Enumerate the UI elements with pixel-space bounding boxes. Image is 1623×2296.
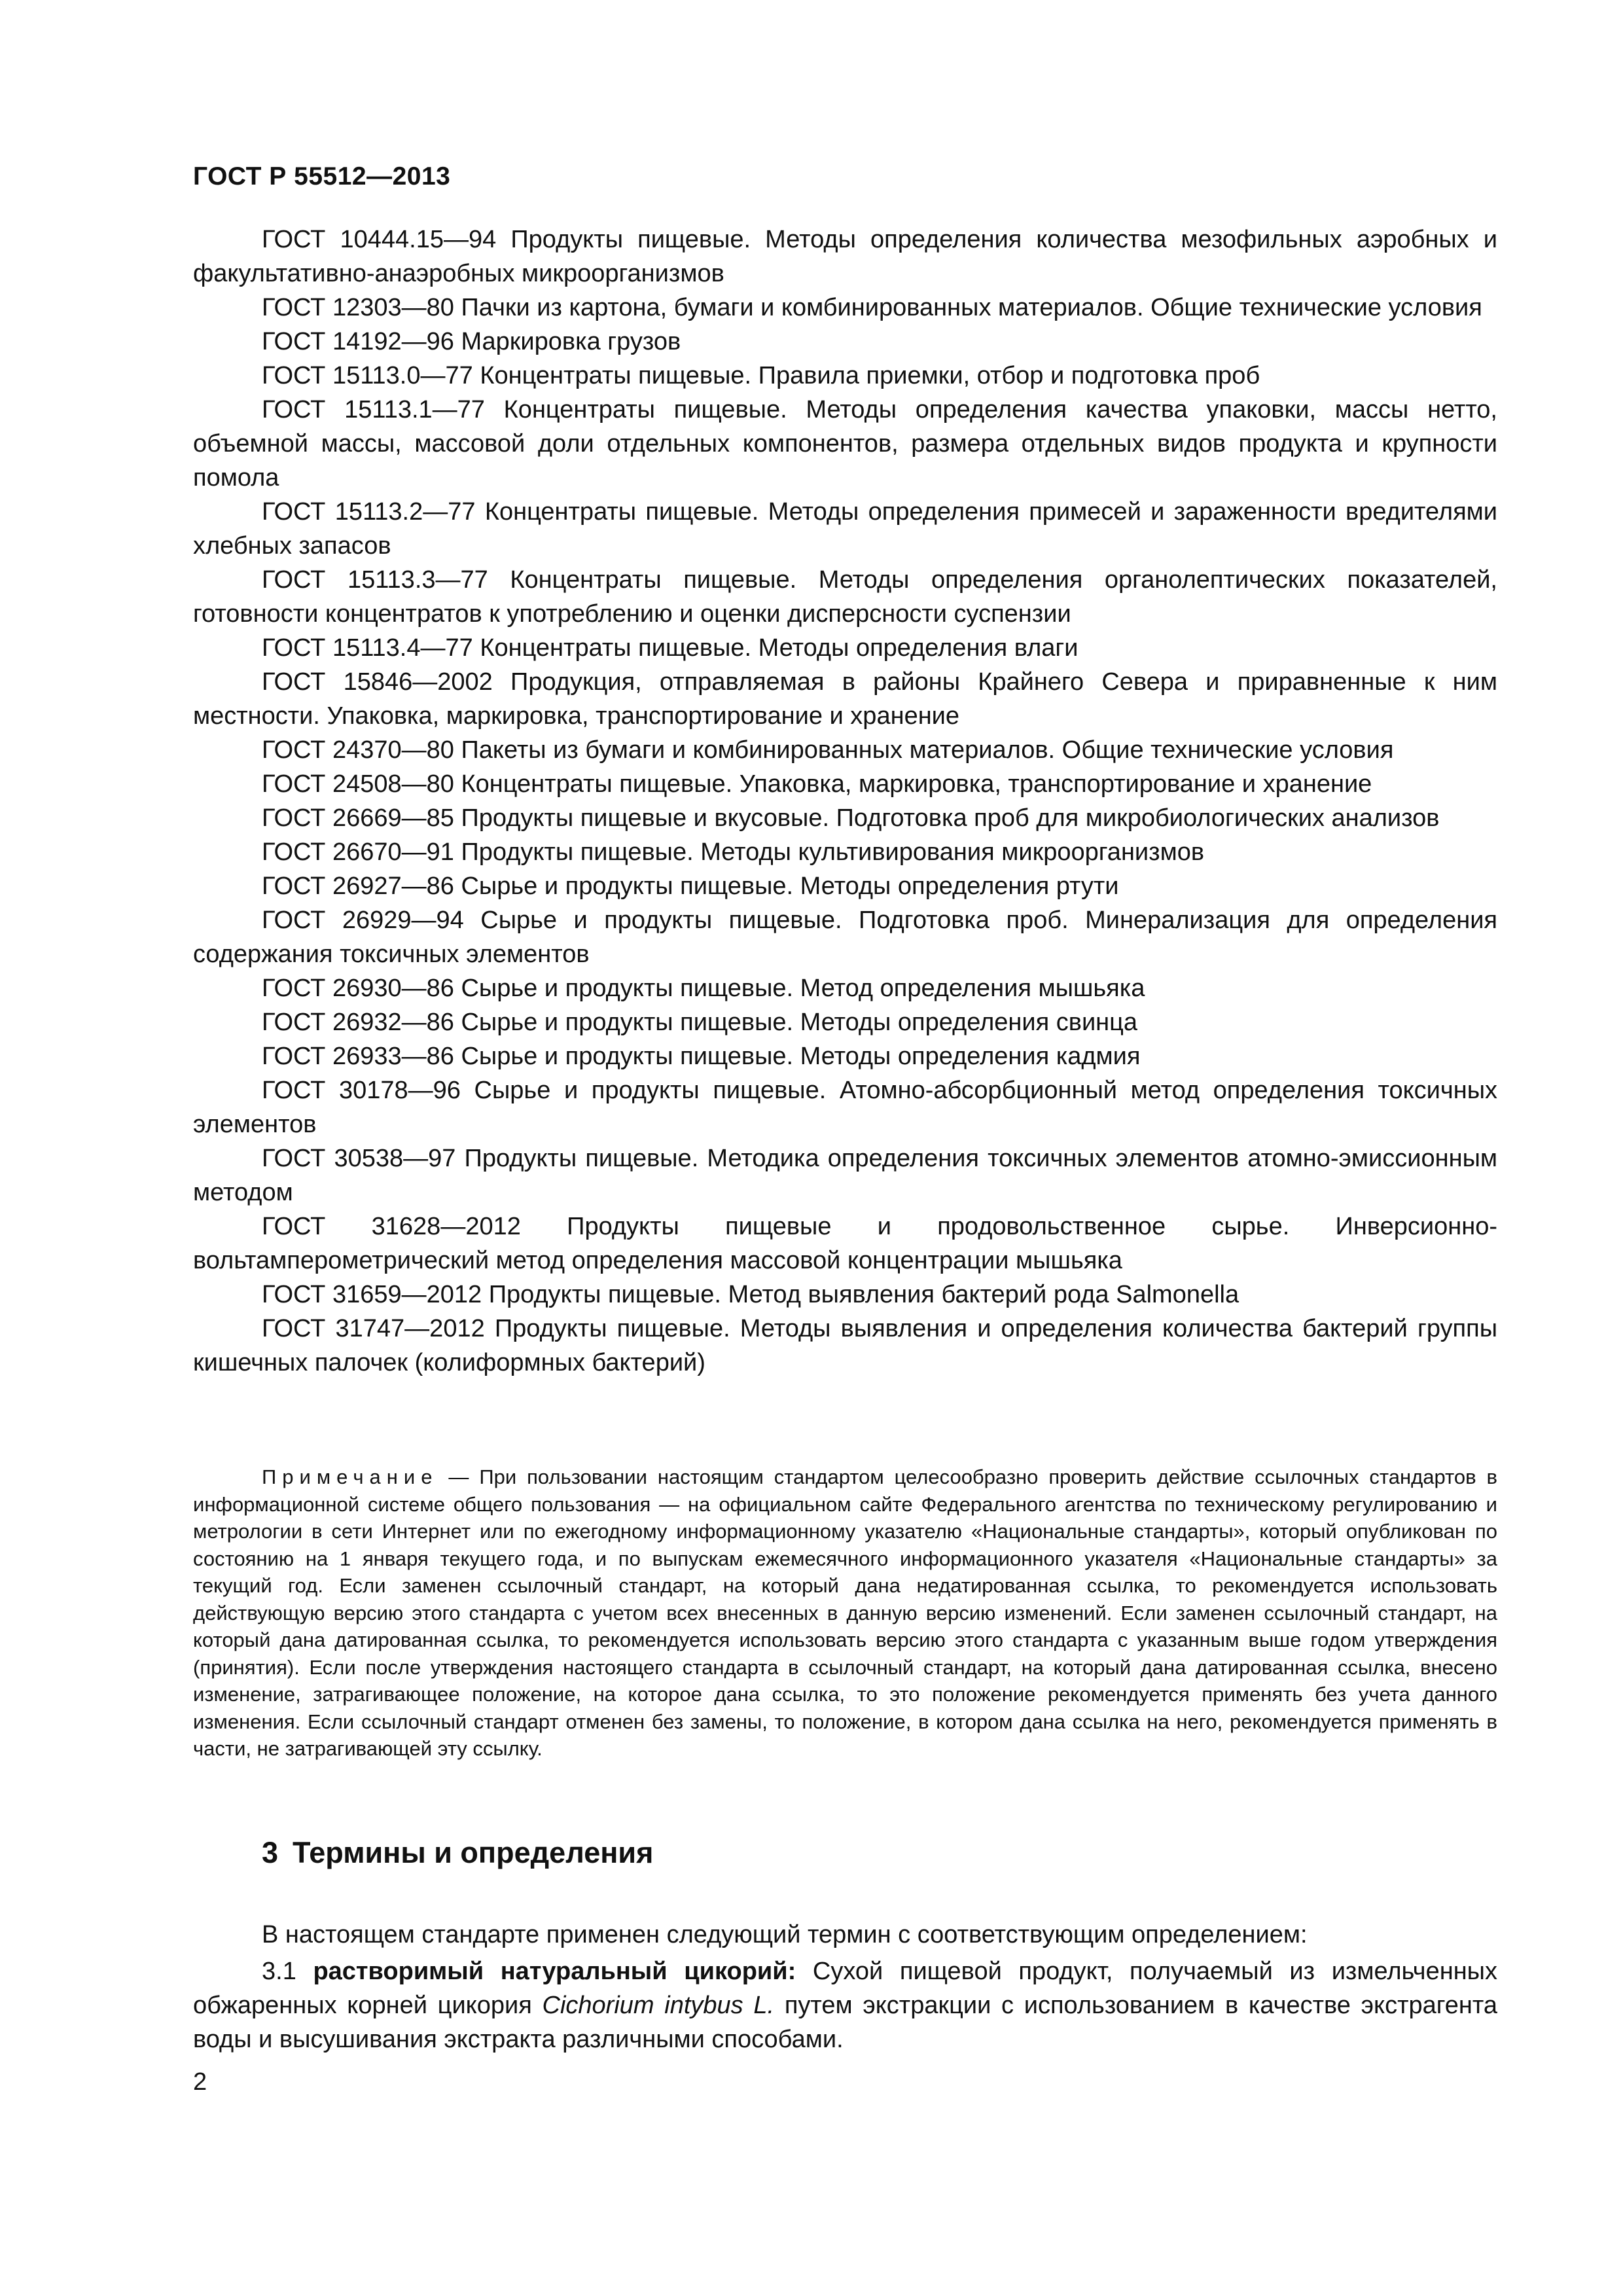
reference-item (193, 359, 1497, 393)
reference-title: Концентраты пищевые. Упаковка, маркировка, транспортирование и хранение (461, 770, 1372, 798)
reference-item (193, 1312, 1497, 1380)
reference-code: ГОСТ 15113.1—77 (262, 396, 485, 423)
reference-code: ГОСТ 26669—85 (262, 804, 454, 832)
note-dash: — (438, 1465, 480, 1488)
reference-title: Концентраты пищевые. Методы определения влаги (480, 634, 1079, 662)
references-note (193, 1463, 1497, 1763)
reference-item (193, 563, 1497, 631)
reference-code: ГОСТ 30178—96 (262, 1077, 461, 1104)
reference-code: ГОСТ 31659—2012 (262, 1281, 482, 1308)
reference-title: Продукты пищевые. Методы определения количества мезофильных аэробных и факультативно-анаэробных микроорганизмов (193, 226, 1497, 287)
reference-code: ГОСТ 26933—86 (262, 1043, 454, 1070)
reference-item (193, 835, 1497, 869)
term-definition (193, 1954, 1497, 2056)
reference-title: Концентраты пищевые. Методы определения органолептических показателей, готовности концентратов к употреблению и оценки дисперсности суспензии (193, 566, 1497, 628)
term-name: растворимый натуральный цикорий: (313, 1958, 796, 1985)
reference-code: ГОСТ 15113.4—77 (262, 634, 473, 662)
reference-title: Сырье и продукты пищевые. Метод определения мышьяка (461, 975, 1145, 1002)
reference-title: Продукты пищевые. Метод выявления бактерий рода Salmonella (488, 1281, 1240, 1308)
reference-title: Продукты пищевые и вкусовые. Подготовка проб для микробиологических анализов (461, 804, 1440, 832)
reference-title: Продукты пищевые. Методика определения токсичных элементов атомно-эмиссионным методом (193, 1145, 1498, 1206)
reference-item (193, 223, 1497, 291)
reference-item (193, 869, 1497, 903)
reference-title: Продукция, отправляемая в районы Крайнего Севера и приравненные к ним местности. Упаковка, маркировка, транспортирование и хранение (193, 668, 1498, 730)
reference-code: ГОСТ 14192—96 (262, 328, 454, 355)
reference-item (193, 495, 1497, 563)
reference-item (193, 801, 1497, 835)
reference-title: Пачки из картона, бумаги и комбинированных материалов. Общие технические условия (461, 294, 1482, 321)
reference-title: Сырье и продукты пищевые. Методы определения свинца (461, 1009, 1138, 1036)
reference-title: Продукты пищевые. Методы культивирования микроорганизмов (461, 838, 1205, 866)
reference-item (193, 291, 1497, 325)
term-latin-name: Cichorium intybus L. (542, 1992, 775, 2019)
reference-title: Маркировка грузов (461, 328, 681, 355)
reference-item (193, 767, 1497, 801)
reference-item (193, 325, 1497, 359)
reference-item (193, 1005, 1497, 1039)
reference-title: Концентраты пищевые. Методы определения качества упаковки, массы нетто, объемной массы, массовой доли отдельных компонентов, размера отдельных видов продукта и крупности помола (193, 396, 1497, 492)
reference-code: ГОСТ 26930—86 (262, 975, 454, 1002)
reference-item (193, 1210, 1497, 1278)
reference-code: ГОСТ 31628—2012 (262, 1213, 521, 1240)
section-number: 3 (262, 1836, 279, 1869)
reference-code: ГОСТ 26927—86 (262, 872, 454, 900)
reference-title: Сырье и продукты пищевые. Атомно-абсорбционный метод определения токсичных элементов (193, 1077, 1498, 1138)
term-definition-before: Сухой пищевой продукт, получаемый из измельченных обжаренных корней цикория (193, 1958, 1497, 2019)
reference-title: Пакеты из бумаги и комбинированных материалов. Общие технические условия (461, 736, 1394, 764)
reference-item (193, 903, 1497, 971)
reference-code: ГОСТ 24508—80 (262, 770, 454, 798)
term-number: 3.1 (262, 1958, 296, 1985)
reference-code: ГОСТ 26932—86 (262, 1009, 454, 1036)
reference-title: Сырье и продукты пищевые. Подготовка проб. Минерализация для определения содержания токсичных элементов (193, 906, 1498, 968)
reference-title: Сырье и продукты пищевые. Методы определения ртути (461, 872, 1119, 900)
page-number: 2 (193, 2068, 207, 2096)
reference-code: ГОСТ 10444.15—94 (262, 226, 497, 253)
reference-item (193, 1073, 1497, 1141)
term-definition-after: путем экстракции с использованием в качестве экстрагента воды и высушивания экстракта различными способами. (193, 1992, 1497, 2053)
reference-title: Сырье и продукты пищевые. Методы определения кадмия (461, 1043, 1141, 1070)
reference-code: ГОСТ 30538—97 (262, 1145, 456, 1172)
reference-code: ГОСТ 15113.0—77 (262, 362, 473, 389)
reference-item (193, 631, 1497, 665)
reference-item (193, 733, 1497, 767)
reference-code: ГОСТ 15846—2002 (262, 668, 493, 696)
reference-item (193, 665, 1497, 733)
reference-title: Концентраты пищевые. Правила приемки, отбор и подготовка проб (480, 362, 1260, 389)
section-body (193, 1918, 1497, 2056)
reference-code: ГОСТ 15113.2—77 (262, 498, 476, 526)
normative-references-list (193, 223, 1497, 1380)
reference-code: ГОСТ 26929—94 (262, 906, 464, 934)
document-header-code: ГОСТ Р 55512—2013 (193, 162, 451, 190)
reference-title: Концентраты пищевые. Методы определения примесей и зараженности вредителями хлебных запасов (193, 498, 1497, 560)
reference-title: Продукты пищевые. Методы выявления и определения количества бактерий группы кишечных палочек (колиформных бактерий) (193, 1315, 1498, 1376)
reference-code: ГОСТ 12303—80 (262, 294, 454, 321)
note-label: Примечание (262, 1465, 438, 1488)
reference-item (193, 1141, 1497, 1210)
reference-title: Продукты пищевые и продовольственное сырье. Инверсионно-вольтамперометрический метод определения массовой концентрации мышьяка (193, 1213, 1498, 1274)
section-heading (262, 1836, 653, 1870)
section-title-text: Термины и определения (293, 1836, 654, 1869)
reference-item (193, 1039, 1497, 1073)
note-text: При пользовании настоящим стандартом целесообразно проверить действие ссылочных стандартов в информационной системе общего пользования — на официальном сайте Федерального агентства по техническому регулированию и метрологии в сети Интернет или по ежегодному информационному указателю «Национальные стандарты», который опубликован по состоянию на 1 января текущего года, и по выпускам ежемесячного информационного указателя «Национальные стандарты» за текущий год. Если заменен ссылочный стандарт, на который дана недатированная ссылка, то рекомендуется использовать действующую версию этого стандарта с учетом всех внесенных в данную версию изменений. Если заменен ссылочный стандарт, на который дана датированная ссылка, то рекомендуется использовать версию этого стандарта с указанным выше годом утверждения (принятия). Если после утверждения настоящего стандарта в ссылочный стандарт, на который дана датированная ссылка, внесено изменение, затрагивающее положение, на которое дана ссылка, то это положение рекомендуется применять без учета данного изменения. Если ссылочный стандарт отменен без замены, то положение, в котором дана ссылка на него, рекомендуется применять в части, не затрагивающей эту ссылку. (193, 1465, 1497, 1760)
reference-item (193, 1278, 1497, 1312)
reference-code: ГОСТ 31747—2012 (262, 1315, 485, 1342)
reference-item (193, 971, 1497, 1005)
reference-code: ГОСТ 24370—80 (262, 736, 454, 764)
reference-item (193, 393, 1497, 495)
reference-code: ГОСТ 26670—91 (262, 838, 454, 866)
reference-code: ГОСТ 15113.3—77 (262, 566, 488, 594)
section-intro: В настоящем стандарте применен следующий термин с соответствующим определением: (262, 1921, 1308, 1948)
